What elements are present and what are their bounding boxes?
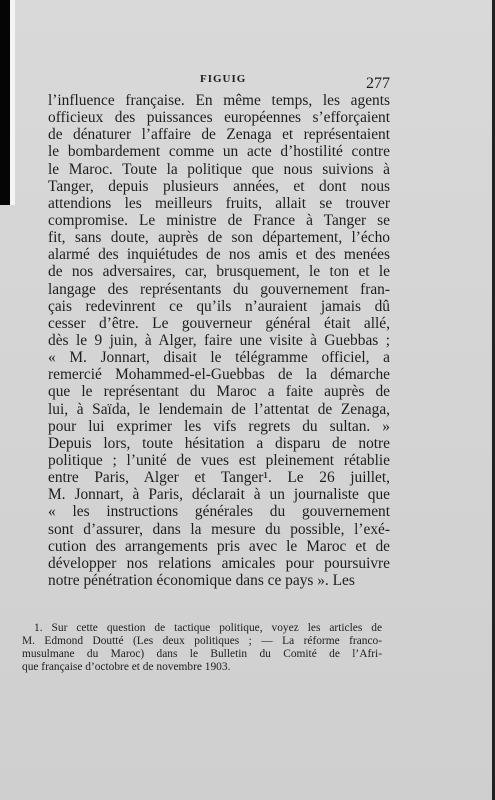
- text-line: pour lui exprimer les vifs regrets du sultan. »: [48, 417, 390, 435]
- text-line: attendions les meilleurs fruits, allait se trouver: [48, 194, 390, 212]
- text-line: cesser d’être. Le gouverneur général était allé,: [48, 314, 390, 332]
- text-line: alarmé des inquiétudes de nos amis et des menées: [48, 246, 390, 264]
- body-text: [48, 92, 390, 589]
- footnotes: [22, 622, 382, 674]
- text-line: développer nos relations amicales pour poursuivre: [48, 554, 390, 572]
- text-line: officieux des puissances européennes s’efforçaient: [48, 109, 390, 127]
- text-line: le Maroc. Toute la politique que nous suivions à: [48, 160, 390, 178]
- page-number: 277: [366, 75, 390, 92]
- footnote-line: musulmane du Maroc) dans le Bulletin du Comité de l’Afri-: [22, 648, 382, 660]
- text-line: de dénaturer l’affaire de Zenaga et représentaient: [48, 126, 390, 144]
- text-line: remercié Mohammed-el-Guebbas de la démarche: [48, 366, 390, 384]
- text-line: fit, sans doute, auprès de son département, l’écho: [48, 229, 390, 247]
- text-line: cution des arrangements pris avec le Maroc et de: [48, 537, 390, 555]
- text-line: politique ; l’unité de vues est pleinement rétablie: [48, 451, 390, 469]
- text-line: notre pénétration économique dans ce pays ». Les: [48, 571, 355, 589]
- running-title: FIGUIG: [200, 73, 247, 85]
- text-line: sont d’assurer, dans la mesure du possible, l’exé-: [48, 520, 390, 538]
- text-line: M. Jonnart, à Paris, déclarait à un journaliste que: [48, 486, 390, 504]
- text-line: l’influence française. En même temps, les agents: [48, 92, 390, 109]
- text-line: que le représentant du Maroc a faite auprès de: [48, 383, 390, 401]
- text-line: Depuis lors, toute hésitation a disparu de notre: [48, 434, 390, 452]
- text-line: lui, à Saïda, le lendemain de l’attentat de Zenaga,: [48, 400, 390, 418]
- text-line: le bombardement comme un acte d’hostilité contre: [48, 143, 390, 161]
- text-line: langage des représentants du gouvernement fran-: [48, 280, 390, 298]
- footnote-line: M. Edmond Doutté (Les deux politiques ; — La réforme franco-: [22, 635, 382, 647]
- text-line: compromise. Le ministre de France à Tanger se: [48, 211, 390, 229]
- scan-border-light: [10, 0, 15, 205]
- text-line: entre Paris, Alger et Tanger¹. Le 26 juillet,: [48, 469, 390, 487]
- text-line: çais redevinrent ce qu’ils n’auraient jamais dû: [48, 297, 390, 315]
- footnote-line: 1. Sur cette question de tactique politique, voyez les articles de: [34, 622, 382, 634]
- scan-border-dark: [0, 0, 10, 205]
- text-line: dès le 9 juin, à Alger, faire une visite à Guebbas ;: [48, 331, 390, 349]
- text-line: de nos adversaires, car, brusquement, le ton et le: [48, 263, 390, 281]
- text-line: Tanger, depuis plusieurs années, et dont nous: [48, 177, 390, 195]
- text-line: « les instructions générales du gouvernement: [48, 503, 390, 521]
- text-line: « M. Jonnart, disait le télégramme officiel, a: [48, 349, 390, 367]
- footnote-line: que française d’octobre et de novembre 1903.: [22, 661, 231, 673]
